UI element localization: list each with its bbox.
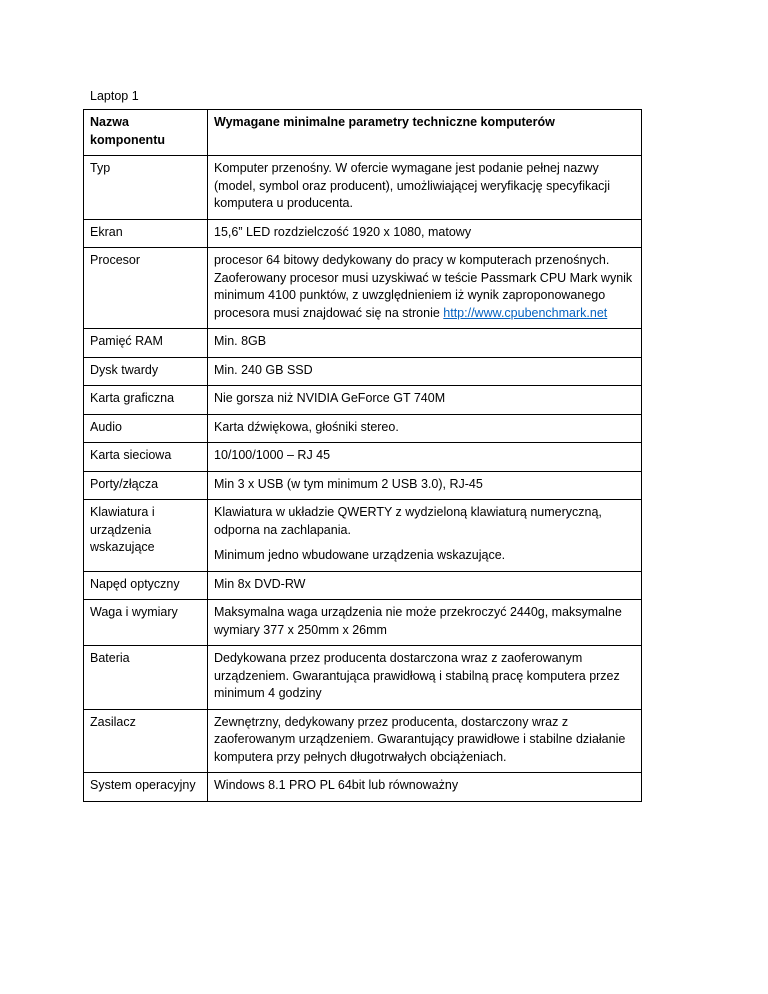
header-component-name: Nazwa komponentu — [84, 110, 208, 156]
row-value-paragraph: Klawiatura w układzie QWERTY z wydzieloną klawiaturą numeryczną, odporna na zachlapania. — [214, 505, 602, 537]
table-row — [84, 600, 642, 646]
spec-table — [83, 109, 642, 802]
table-row — [84, 357, 642, 386]
row-value: Min. 8GB — [208, 329, 642, 358]
table-row — [84, 156, 642, 220]
row-name: Napęd optyczny — [84, 571, 208, 600]
row-value: Min. 240 GB SSD — [208, 357, 642, 386]
table-row — [84, 773, 642, 802]
table-row — [84, 248, 642, 329]
row-name: Karta sieciowa — [84, 443, 208, 472]
row-value: 10/100/1000 – RJ 45 — [208, 443, 642, 472]
table-row — [84, 709, 642, 773]
row-value: Windows 8.1 PRO PL 64bit lub równoważny — [208, 773, 642, 802]
table-header-row — [84, 110, 642, 156]
table-row — [84, 386, 642, 415]
row-value: Min 3 x USB (w tym minimum 2 USB 3.0), RJ-45 — [208, 471, 642, 500]
row-name: Audio — [84, 414, 208, 443]
document-title: Laptop 1 — [90, 89, 139, 103]
row-value-paragraph: Minimum jedno wbudowane urządzenia wskazujące. — [214, 548, 506, 562]
row-value: Komputer przenośny. W ofercie wymagane jest podanie pełnej nazwy (model, symbol oraz producent), umożliwiającej weryfikację specyfikacji komputera u producenta. — [208, 156, 642, 220]
row-name: Pamięć RAM — [84, 329, 208, 358]
row-value — [208, 248, 642, 329]
row-value: Min 8x DVD-RW — [208, 571, 642, 600]
row-name: Procesor — [84, 248, 208, 329]
table-row — [84, 471, 642, 500]
row-value: Dedykowana przez producenta dostarczona wraz z zaoferowanym urządzeniem. Gwarantująca prawidłową i stabilną pracę komputera przez minimum 4 godziny — [208, 646, 642, 710]
row-value: 15,6” LED rozdzielczość 1920 x 1080, matowy — [208, 219, 642, 248]
row-name: Waga i wymiary — [84, 600, 208, 646]
row-value: Maksymalna waga urządzenia nie może przekroczyć 2440g, maksymalne wymiary 377 x 250mm x 26mm — [208, 600, 642, 646]
row-value-text: procesor 64 bitowy dedykowany do pracy w komputerach przenośnych. Zaoferowany procesor musi uzyskiwać w teście Passmark CPU Mark wynik minimum 4100 punktów, z uwzględnieniem iż wynik zaproponowanego procesora musi znajdować się na stronie — [214, 253, 633, 320]
header-requirements: Wymagane minimalne parametry techniczne komputerów — [208, 110, 642, 156]
table-row — [84, 571, 642, 600]
table-row — [84, 500, 642, 572]
row-name: Bateria — [84, 646, 208, 710]
row-value — [208, 500, 642, 572]
row-name: Porty/złącza — [84, 471, 208, 500]
table-row — [84, 443, 642, 472]
row-name: Karta graficzna — [84, 386, 208, 415]
row-name: System operacyjny — [84, 773, 208, 802]
table-row — [84, 414, 642, 443]
row-name: Ekran — [84, 219, 208, 248]
row-name: Klawiatura i urządzenia wskazujące — [84, 500, 208, 572]
table-row — [84, 646, 642, 710]
row-name: Zasilacz — [84, 709, 208, 773]
row-value: Karta dźwiękowa, głośniki stereo. — [208, 414, 642, 443]
row-value: Nie gorsza niż NVIDIA GeForce GT 740M — [208, 386, 642, 415]
table-row — [84, 329, 642, 358]
row-value: Zewnętrzny, dedykowany przez producenta, dostarczony wraz z zaoferowanym urządzeniem. Gwarantujący prawidłowe i stabilne działanie komputera przy pełnych długotrwałych obciążeniach. — [208, 709, 642, 773]
row-name: Dysk twardy — [84, 357, 208, 386]
cpubenchmark-link[interactable]: http://www.cpubenchmark.net — [443, 305, 608, 320]
table-row — [84, 219, 642, 248]
row-name: Typ — [84, 156, 208, 220]
